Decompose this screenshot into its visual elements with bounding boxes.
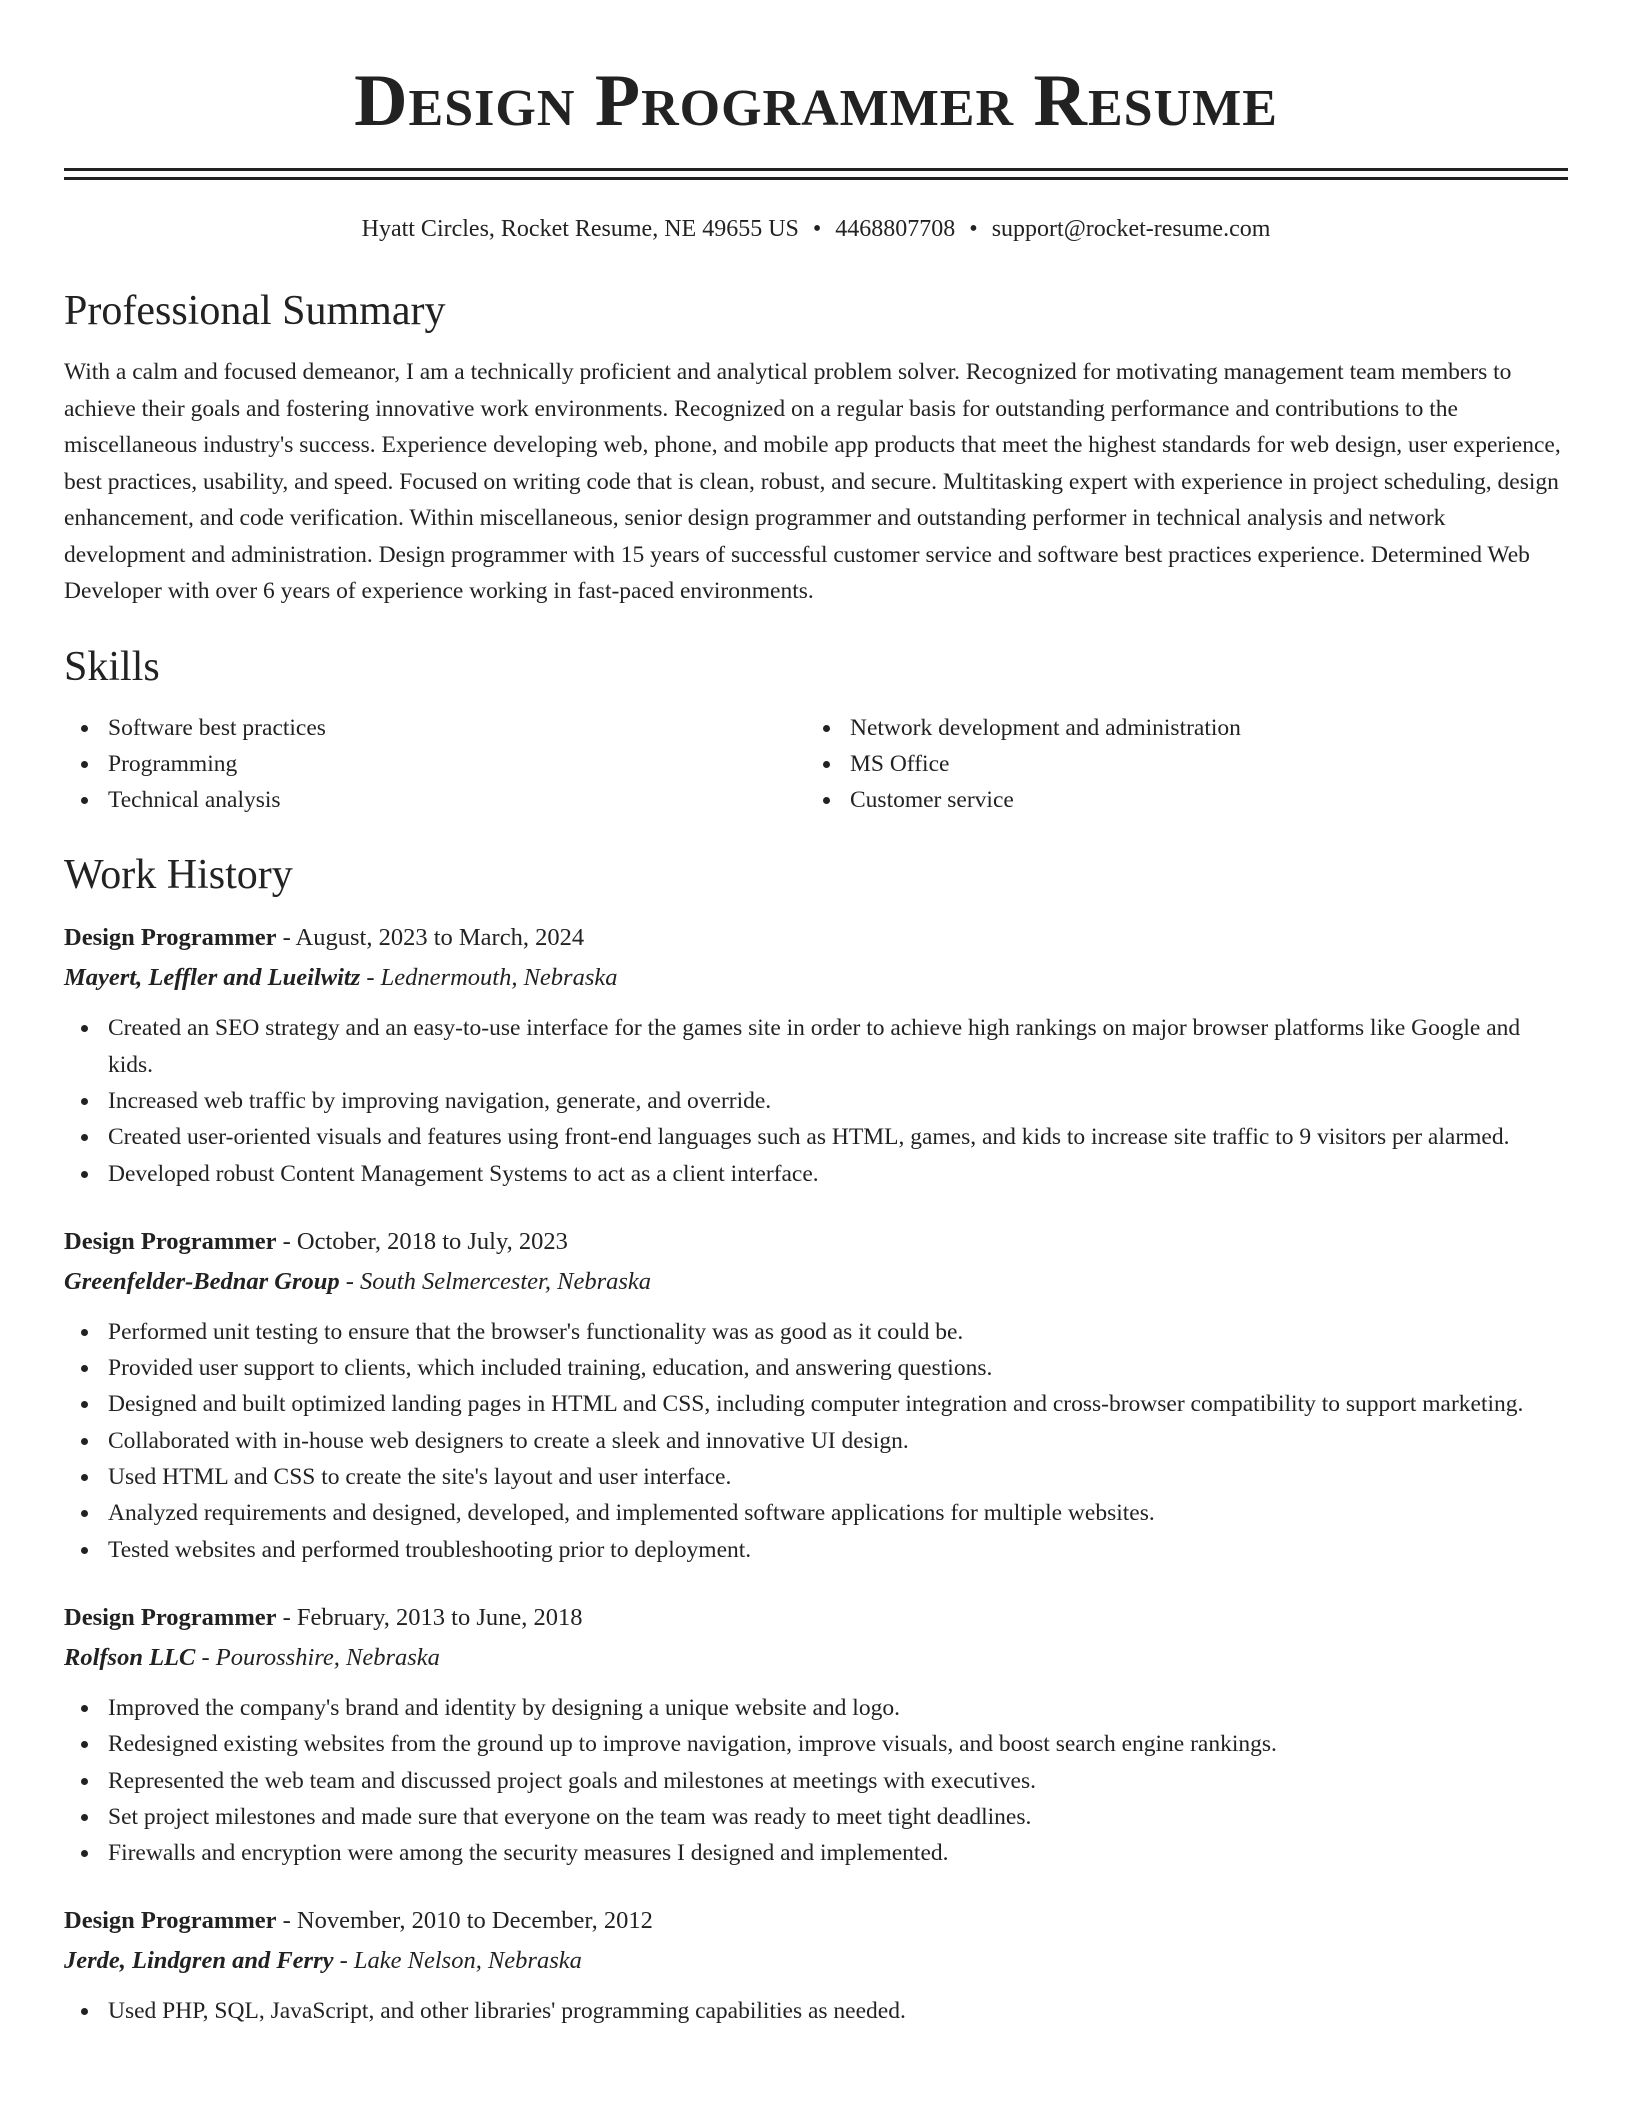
contact-separator: •: [812, 216, 822, 242]
job-location: - South Selmercester, Nebraska: [339, 1267, 652, 1295]
resume-page: [64, 0, 1568, 2030]
contact-address: Hyatt Circles, Rocket Resume, NE 49655 US: [361, 216, 799, 242]
job-bullet: Analyzed requirements and designed, developed, and implemented software applications for multiple websites.: [64, 1495, 1568, 1531]
contact-separator: •: [969, 216, 978, 242]
job-entry: [64, 1222, 1568, 1568]
job-bullet: Used HTML and CSS to create the site's layout and user interface.: [64, 1459, 1568, 1495]
job-bullets: [64, 1010, 1568, 1191]
job-dates: - August, 2023 to March, 2024: [276, 924, 585, 952]
job-bullet: Set project milestones and made sure that everyone on the team was ready to meet tight deadlines.: [64, 1799, 1568, 1835]
job-title: Design Programmer: [64, 924, 277, 952]
job-title: Design Programmer: [64, 1603, 277, 1631]
job-bullet: Increased web traffic by improving navigation, generate, and override.: [64, 1083, 1568, 1119]
job-location: - Pourosshire, Nebraska: [195, 1643, 440, 1671]
job-location: - Lednermouth, Nebraska: [360, 964, 618, 992]
job-entry: [64, 1598, 1568, 1871]
contact-email: support@rocket-resume.com: [991, 216, 1271, 242]
skill-item: MS Office: [806, 746, 1548, 782]
job-title: Design Programmer: [64, 1227, 277, 1255]
job-company: Rolfson LLC: [64, 1643, 196, 1671]
job-company: Greenfelder-Bednar Group: [64, 1267, 340, 1295]
skills-heading: Skills: [64, 643, 160, 690]
job-dates: - February, 2013 to June, 2018: [276, 1603, 583, 1631]
job-bullet: Provided user support to clients, which included training, education, and answering questions.: [64, 1350, 1568, 1386]
job-company-line: [64, 1262, 1568, 1302]
page-title: Design Programmer Resume: [354, 60, 1278, 142]
job-bullet: Tested websites and performed troubleshooting prior to deployment.: [64, 1532, 1568, 1568]
skill-item: Customer service: [806, 782, 1548, 818]
job-bullets: [64, 1993, 1568, 2029]
job-dates: - October, 2018 to July, 2023: [276, 1227, 568, 1255]
job-title-line: [64, 918, 1568, 958]
job-company-line: [64, 958, 1568, 998]
job-bullet: Created user-oriented visuals and features using front-end languages such as HTML, games, and kids to increase site traffic to 9 visitors per alarmed.: [64, 1119, 1568, 1155]
job-bullets: [64, 1690, 1568, 1871]
job-bullet: Used PHP, SQL, JavaScript, and other libraries' programming capabilities as needed.: [64, 1993, 1568, 2029]
job-bullet: Designed and built optimized landing pages in HTML and CSS, including computer integration and cross-browser compatibility to support marketing.: [64, 1386, 1568, 1422]
job-entry: [64, 1901, 1568, 2029]
job-location: - Lake Nelson, Nebraska: [333, 1947, 582, 1975]
job-company-line: [64, 1638, 1568, 1678]
job-bullets: [64, 1314, 1568, 1568]
skills-list: [64, 710, 1568, 819]
job-bullet: Represented the web team and discussed project goals and milestones at meetings with executives.: [64, 1763, 1568, 1799]
job-bullet: Performed unit testing to ensure that the browser's functionality was as good as it could be.: [64, 1314, 1568, 1350]
job-entry: [64, 918, 1568, 1191]
summary-text: With a calm and focused demeanor, I am a technically proficient and analytical problem solver. Recognized for motivating management team members to achieve their goals and fostering innovative work environments. Recognized on a regular basis for outstanding performance and contributions to the miscellaneous industry's success. Experience developing web, phone, and mobile app products that meet the highest standards for web design, user experience, best practices, usability, and speed. Focused on writing code that is clean, robust, and secure. Multitasking expert with experience in project scheduling, design enhancement, and code verification. Within miscellaneous, senior design programmer and outstanding performer in technical analysis and network development and administration. Design programmer with 15 years of successful customer service and software best practices experience. Determined Web Developer with over 6 years of experience working in fast-paced environments.: [64, 359, 1561, 604]
skill-item: Programming: [64, 746, 806, 782]
job-bullet: Redesigned existing websites from the ground up to improve navigation, improve visuals, and boost search engine rankings.: [64, 1726, 1568, 1762]
title-divider: [64, 168, 1568, 180]
skills-column-left: [64, 710, 806, 819]
skill-item: Software best practices: [64, 710, 806, 746]
job-bullet: Collaborated with in-house web designers to create a sleek and innovative UI design.: [64, 1423, 1568, 1459]
skill-item: Network development and administration: [806, 710, 1548, 746]
job-company: Mayert, Leffler and Lueilwitz: [64, 964, 361, 992]
summary-heading: Professional Summary: [64, 288, 446, 334]
job-dates: - November, 2010 to December, 2012: [276, 1907, 653, 1935]
skills-column-right: [806, 710, 1548, 819]
job-bullet: Improved the company's brand and identity by designing a unique website and logo.: [64, 1690, 1568, 1726]
job-title: Design Programmer: [64, 1907, 277, 1935]
job-bullet: Developed robust Content Management Systems to act as a client interface.: [64, 1156, 1568, 1192]
skill-item: Technical analysis: [64, 782, 806, 818]
job-title-line: [64, 1598, 1568, 1638]
job-company-line: [64, 1941, 1568, 1981]
contact-phone: 4468807708: [835, 216, 956, 242]
job-company: Jerde, Lindgren and Ferry: [64, 1947, 334, 1975]
job-bullet: Firewalls and encryption were among the security measures I designed and implemented.: [64, 1835, 1568, 1871]
job-bullet: Created an SEO strategy and an easy-to-use interface for the games site in order to achieve high rankings on major browser platforms like Google and kids.: [64, 1010, 1568, 1083]
job-title-line: [64, 1222, 1568, 1262]
work-history-heading: Work History: [64, 852, 293, 899]
contact-line: [64, 214, 1568, 254]
job-title-line: [64, 1901, 1568, 1941]
